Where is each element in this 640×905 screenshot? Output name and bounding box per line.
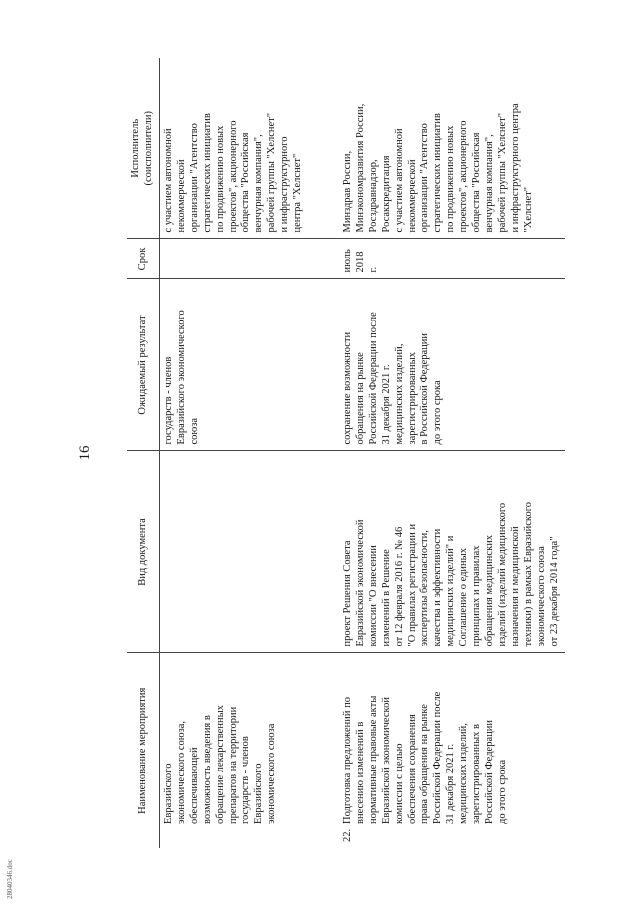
header-document-type: Вид документа <box>127 451 160 653</box>
measure-name: Евразийского экономического союза, обеспечивающей возможность введения в обращение лекарственных препаратов на территории государств - членов Евразийского экономического союза <box>163 705 278 824</box>
measure-name: Подготовка предложений по внесению изменений в нормативные правовые акты Евразийской экономической комиссии с целью обеспечения сохранения права обращения на рынке Российской Федерации после 31 декабря 2021 г. медицинских изделий, зарегистрированных в Российской Федерации до этого срока <box>342 691 508 824</box>
executor: Минздрав России, Минэкономразвития России, Росздравнадзор, Росаккредитация с участием автономной некоммерческой организации "Агентство стратегических инициатив по продвижению новых проектов", акционерного общества "Российская венчурная компания", рабочей группы "Хелснет" и инфраструктурного центра "Хелснет" <box>333 58 565 239</box>
document-type <box>160 451 334 653</box>
rotated-page <box>77 58 560 848</box>
executor: с участием автономной некоммерческой организации "Агентство стратегических инициатив по продвижению новых проектов", акционерного общества "Российская венчурная компания", рабочей группы "Хелснет" и инфраструктурного центра "Хелснет" <box>160 58 334 239</box>
header-measure-name: Наименование мероприятия <box>127 653 160 848</box>
header-expected-result: Ожидаемый результат <box>127 279 160 451</box>
file-code: 28040346.doc <box>6 859 14 899</box>
table-row <box>160 58 334 848</box>
table-header-row <box>127 58 160 848</box>
deadline: июль 2018 г. <box>333 239 565 279</box>
header-executor: Исполнитель (соисполнители) <box>127 58 160 239</box>
expected-result: государств - членов Евразийского экономического союза <box>160 279 334 451</box>
expected-result: сохранение возможности обращения на рынке Российской Федерации после 31 декабря 2021 г. медицинских изделий, зарегистрированных в Российской Федерации до этого срока <box>333 279 565 451</box>
header-deadline: Срок <box>127 239 160 279</box>
table-row <box>333 58 565 848</box>
document-type: проект Решения Совета Евразийской экономической комиссии "О внесении изменений в Решение от 12 февраля 2016 г. № 46 "О правилах регистрации и экспертизы безопасности, качества и эффективности медицинских изделий" и Соглашение о единых принципах и правилах обращения медицинских изделий (изделий медицинского назначения и медицинской техники) в рамках Евразийского экономического союза от 23 декабря 2014 года" <box>333 451 565 653</box>
page-number: 16 <box>77 445 93 461</box>
measures-table <box>127 58 565 848</box>
deadline <box>160 239 334 279</box>
row-number: 22. <box>342 828 353 842</box>
